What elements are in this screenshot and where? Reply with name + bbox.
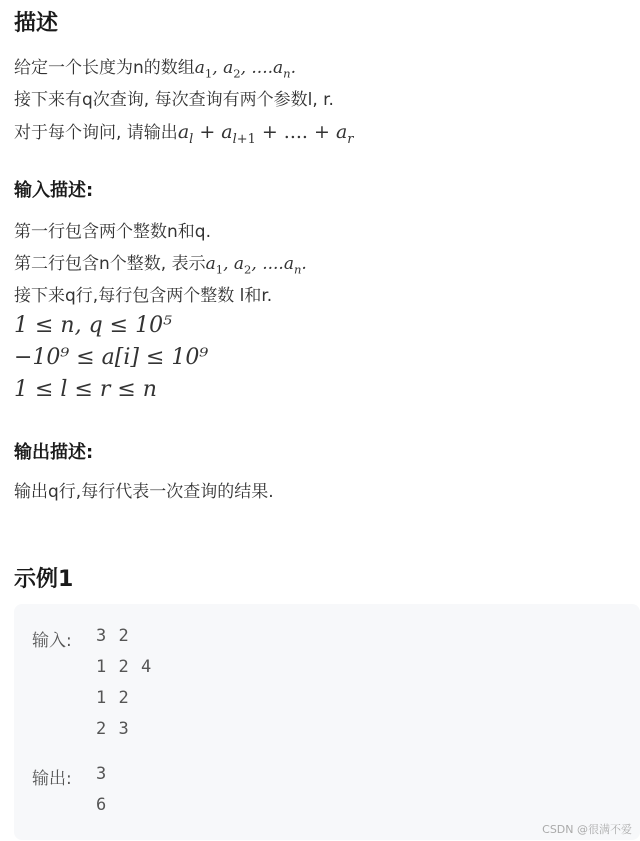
output-heading: 输出描述:: [14, 442, 94, 463]
constraint-3: 1 ≤ l ≤ r ≤ n: [14, 377, 157, 402]
description-line-1-text: 给定一个长度为n的数组: [14, 58, 195, 78]
description-heading: 描述: [14, 11, 59, 36]
output-line-1: 输出q行,每行代表一次查询的结果.: [14, 482, 274, 502]
watermark: CSDN @很满不爱: [542, 823, 632, 836]
example-output-line: 3: [96, 764, 108, 784]
input-line-2: [14, 252, 307, 281]
input-line-2-text: 第二行包含n个整数, 表示: [14, 254, 206, 274]
input-line-1: 第一行包含两个整数n和q.: [14, 222, 211, 242]
example-input-line: 2 3: [96, 719, 130, 739]
array-formula: $a_1$, $a_2$, $....a_n$.: [194, 58, 296, 81]
description-line-2: 接下来有q次查询, 每次查询有两个参数l, r.: [14, 90, 334, 110]
example-box: [14, 604, 640, 840]
example-input-line: 3 2: [96, 626, 130, 646]
array-formula-2: $a_1$, $a_2$, $....a_n$.: [205, 254, 307, 277]
example-input-label: 输入:: [32, 631, 72, 651]
input-heading: 输入描述:: [14, 180, 94, 201]
constraint-2: −10⁹ ≤ a[i] ≤ 10⁹: [14, 345, 209, 370]
description-line-3: [14, 120, 353, 152]
example-output-label: 输出:: [32, 769, 72, 789]
description-line-1: [14, 56, 296, 85]
input-line-3: 接下来q行,每行包含两个整数 l和r.: [14, 286, 273, 306]
example-heading: 示例1: [14, 567, 74, 592]
constraint-1: 1 ≤ n, q ≤ 10⁵: [14, 313, 172, 338]
description-line-3-text: 对于每个询问, 请输出: [14, 123, 178, 143]
example-output-line: 6: [96, 795, 108, 815]
example-input-line: 1 2 4: [96, 657, 153, 677]
sum-formula: $a_l + a_{l+1}$ + .... + $a_r$: [177, 121, 354, 147]
example-input-line: 1 2: [96, 688, 130, 708]
